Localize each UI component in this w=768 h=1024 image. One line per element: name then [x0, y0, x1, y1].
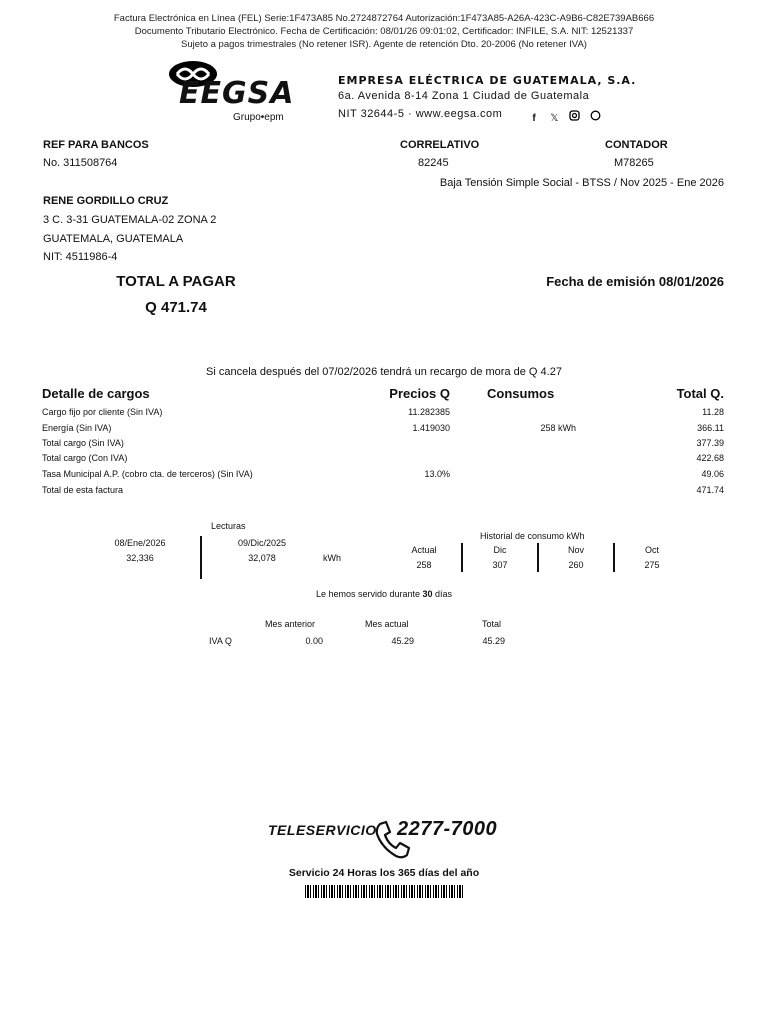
- company-name: EMPRESA ELÉCTRICA DE GUATEMALA, S.A.: [338, 74, 637, 87]
- lectura-prev-date: 08/Ene/2026: [114, 538, 166, 548]
- charge-consumo: 258 kWh: [540, 423, 576, 433]
- charge-total: 377.39: [696, 438, 724, 448]
- customer-name: RENE GORDILLO CRUZ: [43, 195, 169, 207]
- eegsa-logo: [165, 58, 295, 126]
- instagram-icon: [569, 110, 581, 122]
- historial-month-label: Oct: [644, 545, 659, 555]
- charges-header-precios: Precios Q: [389, 386, 450, 401]
- charge-price: 13.0%: [424, 469, 450, 479]
- servido-note: [0, 589, 768, 599]
- iva-total: 45.29: [482, 636, 505, 646]
- teleservicio-label: TELESERVICIO: [268, 822, 377, 838]
- charge-label: Total cargo (Con IVA): [42, 453, 128, 463]
- charge-total: 422.68: [696, 453, 724, 463]
- correlativo-label: CORRELATIVO: [400, 139, 480, 151]
- historial-month-value: 275: [644, 560, 660, 570]
- servido-prefix: Le hemos servido durante: [315, 589, 420, 599]
- tarifa: Baja Tensión Simple Social - BTSS / Nov 2025 - Ene 2026: [439, 177, 724, 189]
- teleservicio-phone: 2277-7000: [397, 818, 498, 840]
- iva-col-total: Total: [482, 619, 502, 629]
- lectura-curr-date: 09/Dic/2025: [237, 538, 287, 548]
- iva-col-actual: Mes actual: [365, 619, 409, 629]
- charge-label: Total cargo (Sin IVA): [42, 438, 124, 448]
- historial-month-value: 307: [492, 560, 508, 570]
- fel-line-2: Documento Tributario Electrónico. Fecha de Certificación: 08/01/26 09:01:02, Certificador: INFILE, S.A. NIT: 12521337: [134, 26, 634, 37]
- historial-month-label: Dic: [493, 545, 507, 555]
- charges-header-total: Total Q.: [676, 386, 724, 401]
- historial-month-value: 260: [568, 560, 584, 570]
- charge-total: 366.11: [697, 423, 724, 433]
- fel-line-3: Sujeto a pagos trimestrales (No retener ISR). Agente de retención Dto. 20-2006 (No retener IVA): [181, 39, 587, 50]
- recargo-note: Si cancela después del 07/02/2026 tendrá un recargo de mora de Q 4.27: [206, 366, 562, 378]
- charge-total: 471.74: [696, 485, 724, 495]
- logo-text: EEGSA: [179, 76, 295, 111]
- social-icons: [524, 108, 601, 126]
- ref-bancos-label: REF PARA BANCOS: [43, 139, 149, 151]
- charge-total: 49.06: [701, 469, 724, 479]
- x-icon: 𝕏: [550, 113, 559, 124]
- company-address: 6a. Avenida 8-14 Zona 1 Ciudad de Guatemala: [338, 90, 590, 102]
- lectura-unit: kWh: [323, 553, 341, 563]
- servido-suffix: días: [435, 589, 453, 599]
- charge-label: Cargo fijo por cliente (Sin IVA): [42, 407, 163, 417]
- historial-title: Historial de consumo kWh: [480, 531, 585, 541]
- ref-bancos-value: No. 311508764: [43, 157, 118, 169]
- charge-label: Total de esta factura: [42, 485, 124, 495]
- contador-label: CONTADOR: [605, 139, 668, 151]
- customer-address-2: GUATEMALA, GUATEMALA: [43, 233, 184, 245]
- facebook-icon: f: [532, 113, 536, 124]
- divider: [613, 543, 615, 572]
- historial-actual-label: Actual: [411, 545, 437, 555]
- company-nit-web: NIT 32644-5 · www.eegsa.com: [338, 108, 503, 120]
- lectura-prev-value: 32,336: [126, 553, 154, 563]
- correlativo-value: 82245: [418, 157, 449, 169]
- servido-days: 30: [422, 589, 433, 599]
- iva-col-anterior: Mes anterior: [265, 619, 316, 629]
- fecha-emision: Fecha de emisión 08/01/2026: [546, 274, 724, 289]
- historial-actual-value: 258: [416, 560, 432, 570]
- lecturas-title: Lecturas: [211, 521, 246, 531]
- charge-total: 11.28: [702, 407, 724, 417]
- contador-value: M78265: [614, 157, 654, 169]
- total-amount: Q 471.74: [145, 299, 207, 316]
- charge-label: Tasa Municipal A.P. (cobro cta. de terceros) (Sin IVA): [42, 469, 253, 479]
- divider: [537, 543, 539, 572]
- whatsapp-icon: [589, 110, 601, 122]
- teleservicio-hours: Servicio 24 Horas los 365 días del año: [288, 867, 480, 879]
- iva-anterior: 0.00: [305, 636, 323, 646]
- total-label: TOTAL A PAGAR: [116, 273, 236, 290]
- logo-subtitle: Grupo•epm: [233, 112, 284, 123]
- charges-header-detalle: Detalle de cargos: [42, 386, 150, 401]
- charge-price: 11.282385: [408, 407, 450, 417]
- customer-address-1: 3 C. 3-31 GUATEMALA-02 ZONA 2: [43, 214, 217, 226]
- divider: [200, 536, 202, 579]
- iva-actual: 45.29: [391, 636, 414, 646]
- charge-price: 1.419030: [412, 423, 450, 433]
- fel-line-1: Factura Electrónica en Línea (FEL) Serie:1F473A85 No.2724872764 Autorización:1F473A85-A26A-423C-A9B6-C82E739AB666: [113, 13, 655, 24]
- customer-nit: NIT: 4511986-4: [43, 251, 118, 263]
- charge-label: Energía (Sin IVA): [42, 423, 112, 433]
- historial-month-label: Nov: [567, 545, 584, 555]
- barcode: [305, 885, 465, 898]
- charges-header-consumos: Consumos: [487, 386, 555, 401]
- iva-row-label: IVA Q: [209, 636, 232, 646]
- lectura-curr-value: 32,078: [248, 553, 276, 563]
- divider: [461, 543, 463, 572]
